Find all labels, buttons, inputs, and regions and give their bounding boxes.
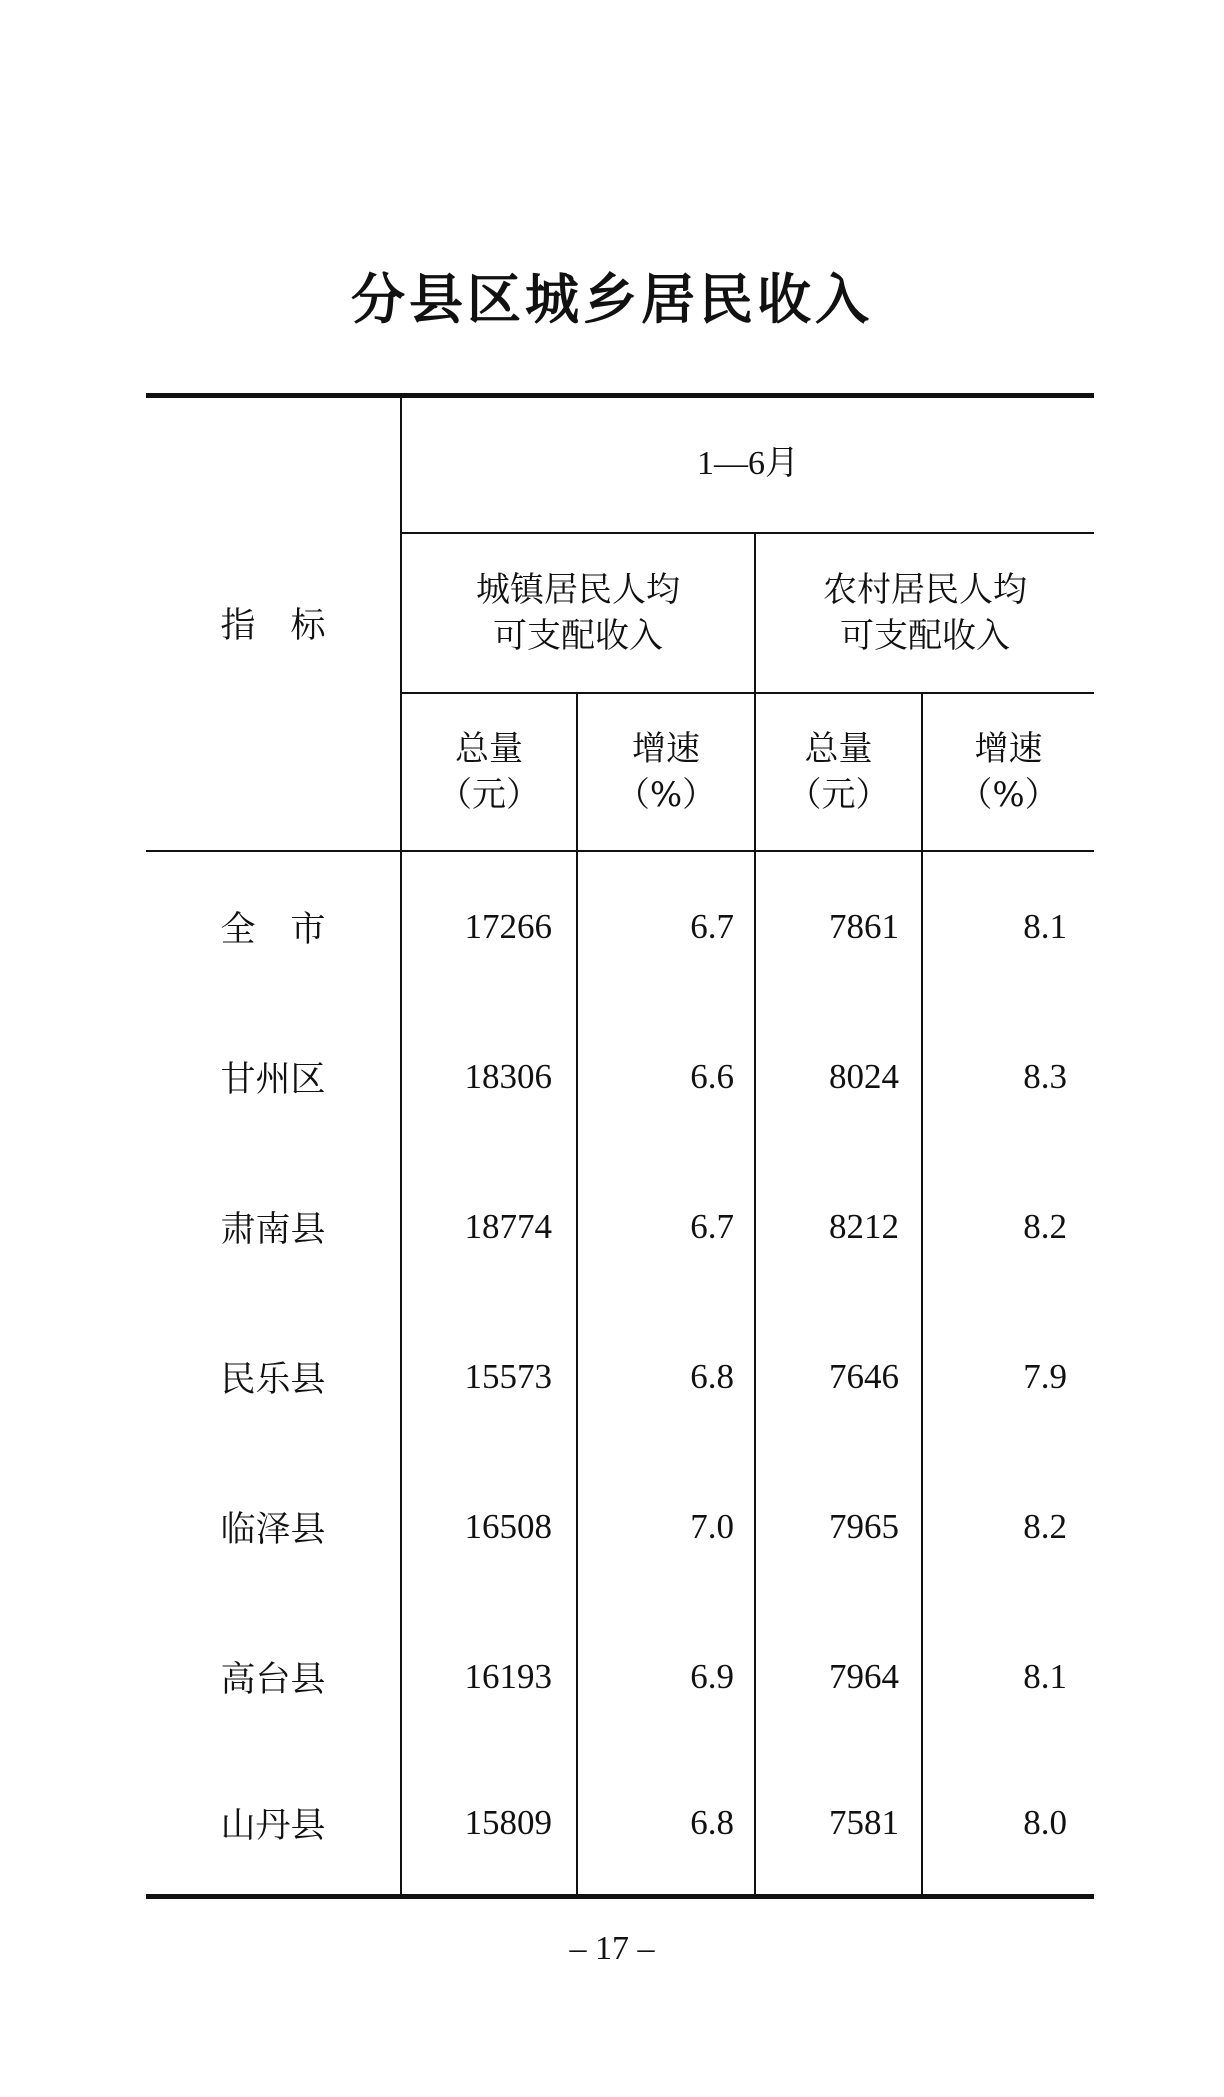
table-row: [146, 1002, 1094, 1152]
subheader-urban-total: 总量 （元）: [438, 729, 540, 815]
subheader-urban-growth: 增速 （%）: [615, 729, 717, 815]
page-title: 分县区城乡居民收入: [351, 268, 873, 331]
rural-growth-value: 8.1: [1023, 907, 1067, 946]
urban-growth-value: 6.8: [690, 1357, 734, 1396]
table-row: [146, 852, 1094, 1002]
urban-group-header: [402, 534, 754, 692]
urban-growth-value: 6.8: [690, 1803, 734, 1842]
row-name: 临泽县: [220, 1510, 326, 1550]
rural-growth-value: 8.2: [1023, 1507, 1067, 1546]
urban-growth-value: 6.7: [690, 1207, 734, 1246]
table-row: [146, 1452, 1094, 1602]
rural-total-value: 7965: [829, 1507, 899, 1546]
period-header: 1—6月: [697, 445, 799, 482]
urban-group-line2: 可支配收入: [493, 616, 663, 656]
urban-growth-value: 6.9: [690, 1657, 734, 1696]
table-row: [146, 1752, 1094, 1894]
subheader-rural-total: 总量 （元）: [787, 729, 890, 815]
rural-group-header: [756, 534, 1094, 692]
rural-group-line2: 可支配收入: [840, 616, 1010, 656]
table-row: [146, 1602, 1094, 1752]
rural-growth-value: 8.1: [1023, 1657, 1067, 1696]
row-name: 高台县: [220, 1660, 326, 1700]
rural-growth-value: 8.2: [1023, 1207, 1067, 1246]
urban-total-value: 16193: [464, 1657, 552, 1696]
urban-total-value: 18774: [464, 1207, 552, 1246]
urban-total-value: 18306: [464, 1057, 552, 1096]
rural-group-line1: 农村居民人均: [823, 570, 1027, 610]
row-name: 山丹县: [220, 1806, 326, 1846]
rural-growth-value: 8.3: [1023, 1057, 1067, 1096]
urban-growth-value: 6.6: [690, 1057, 734, 1096]
urban-growth-value: 6.7: [690, 907, 734, 946]
urban-total-value: 15573: [464, 1357, 552, 1396]
urban-group-line1: 城镇居民人均: [476, 570, 680, 610]
row-header-label: 指 标: [220, 606, 326, 646]
urban-total-value: 17266: [464, 907, 552, 946]
rural-total-value: 7861: [829, 907, 899, 946]
rural-growth-value: 7.9: [1023, 1357, 1067, 1396]
rural-total-value: 8212: [829, 1207, 899, 1246]
row-name: 甘州区: [220, 1060, 326, 1100]
urban-total-value: 15809: [464, 1803, 552, 1842]
rural-total-value: 7581: [829, 1803, 899, 1842]
table-row: [146, 1302, 1094, 1452]
table-row: [146, 1152, 1094, 1302]
rural-growth-value: 8.0: [1023, 1803, 1067, 1842]
urban-growth-value: 7.0: [690, 1507, 734, 1546]
rural-total-value: 7964: [829, 1657, 899, 1696]
page-number: – 17 –: [569, 1930, 655, 1967]
rural-total-value: 8024: [829, 1057, 899, 1096]
row-name: 肃南县: [220, 1210, 326, 1250]
rural-total-value: 7646: [829, 1357, 899, 1396]
row-name: 民乐县: [220, 1360, 326, 1400]
urban-total-value: 16508: [464, 1507, 552, 1546]
subheader-rural-growth: 增速 （%）: [958, 729, 1059, 815]
row-name: 全 市: [220, 910, 326, 950]
table-bottom-rule: [146, 1894, 1094, 1899]
